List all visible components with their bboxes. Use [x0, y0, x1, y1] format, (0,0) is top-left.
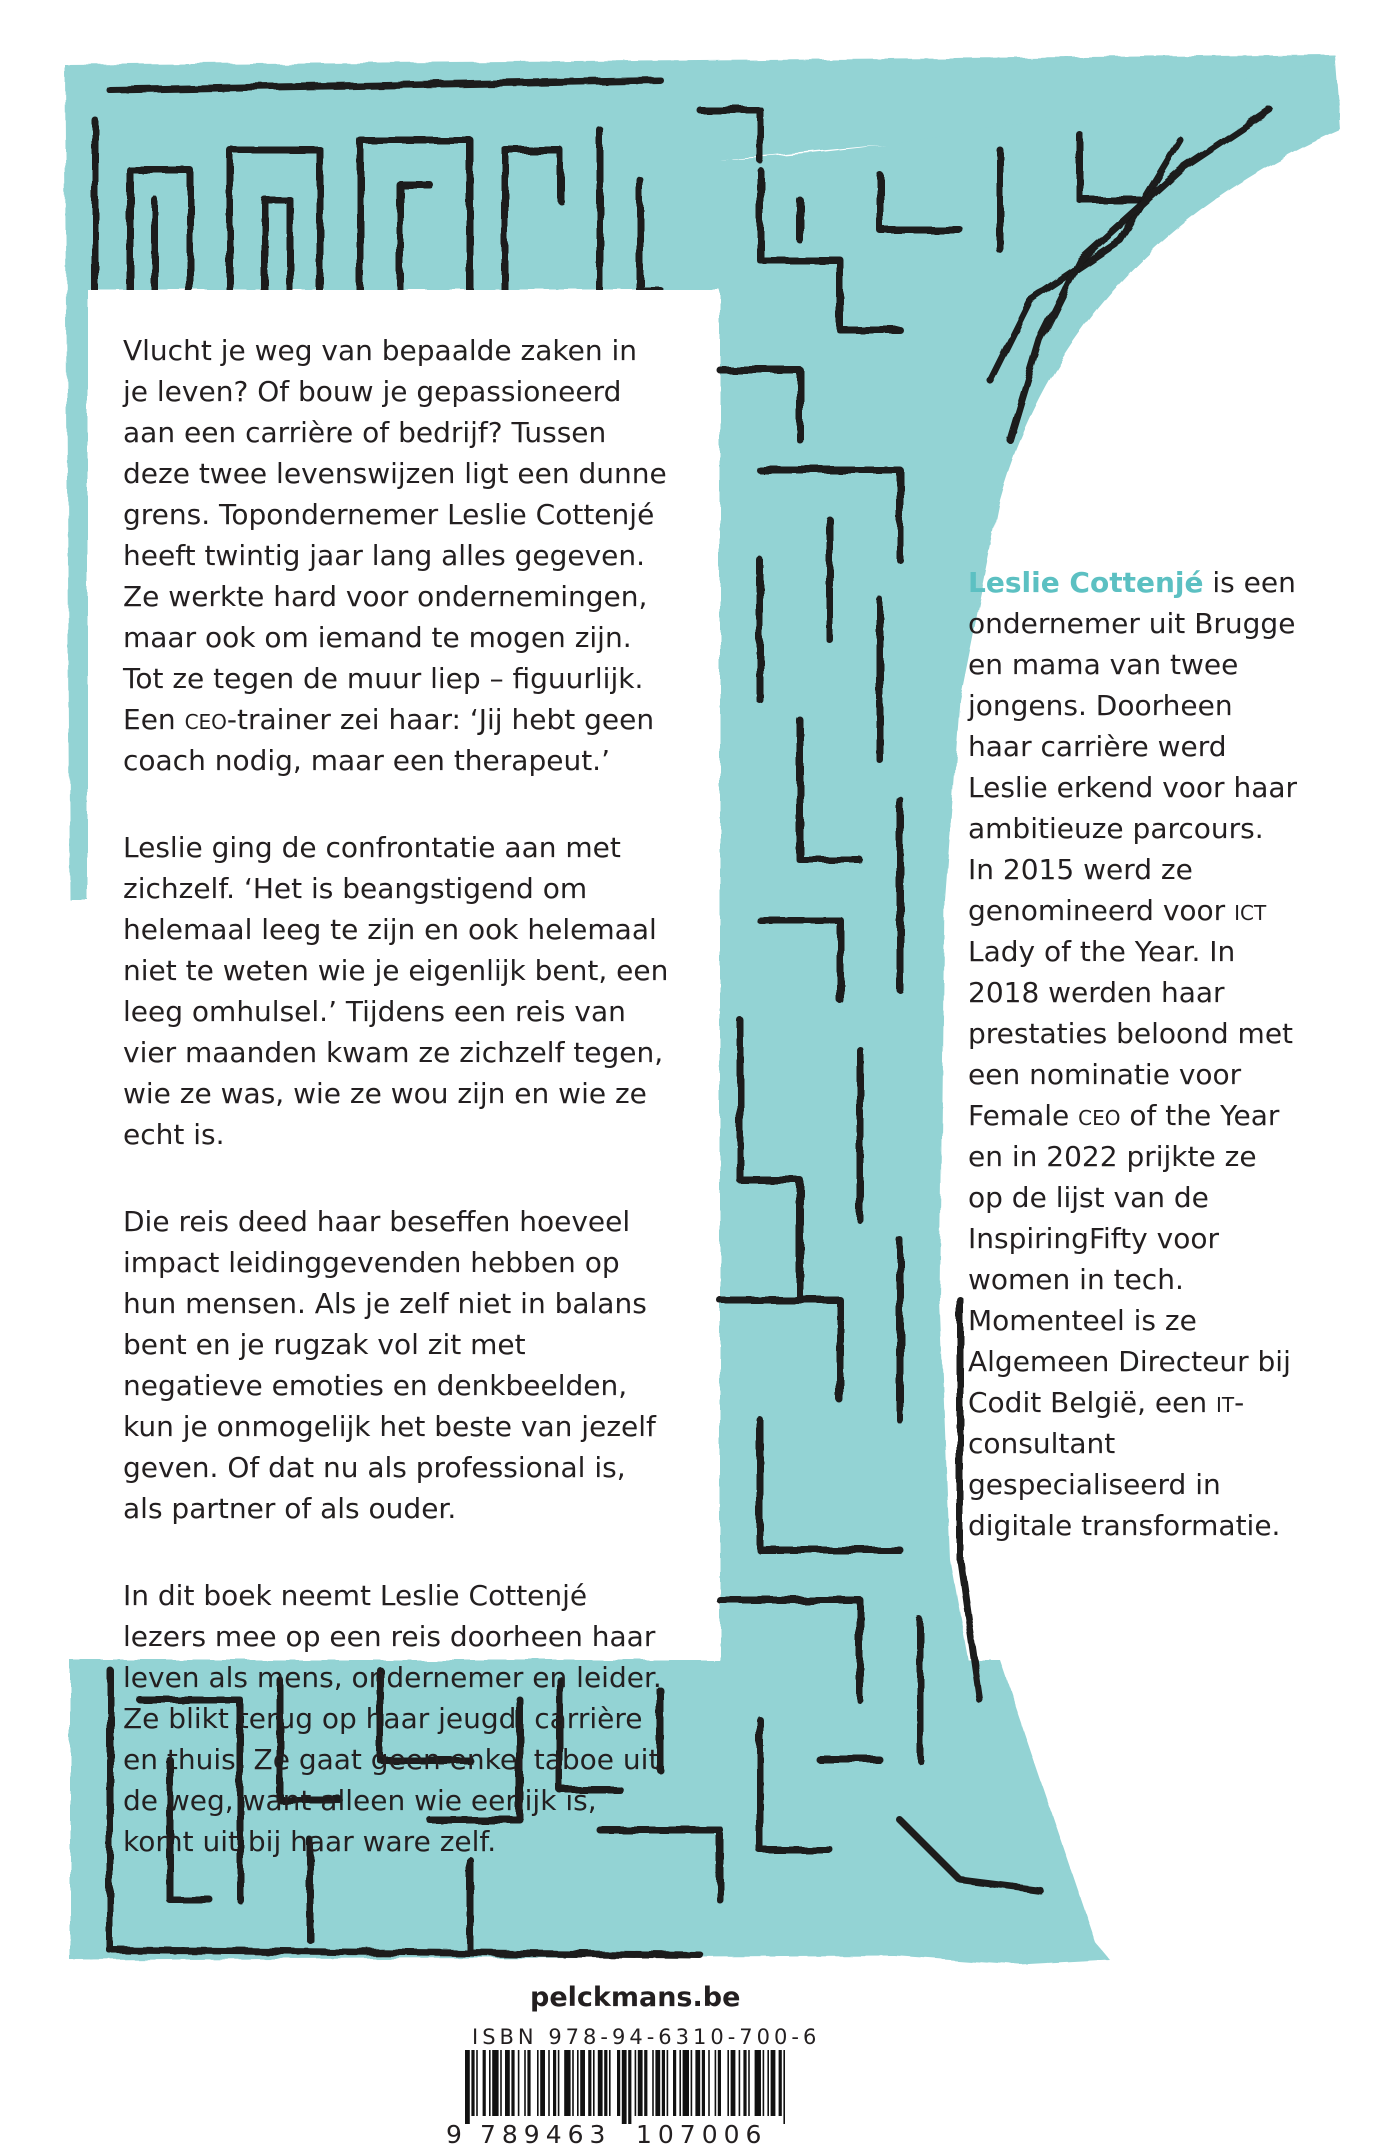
barcode-bar — [755, 2050, 761, 2116]
barcode-bar — [580, 2050, 585, 2116]
barcode-bar — [715, 2050, 717, 2116]
barcode-bar — [783, 2050, 785, 2124]
barcode-bar — [679, 2050, 681, 2116]
barcode-bar — [767, 2050, 769, 2116]
blurb-paragraph-4: In dit boek neemt Leslie Cottenjé lezers mee op een reis doorheen haar leven als mens, ondernemer en leider. Ze blikt terug op haar jeugd, carrière en thuis. Ze gaat geen enkel taboe uit de weg, want alleen wie eerlijk is, komt uit bij haar ware zelf. — [123, 1579, 662, 1858]
barcode-bar — [537, 2050, 539, 2116]
barcode-bar — [708, 2050, 710, 2116]
barcode-bar — [489, 2050, 491, 2116]
barcode-bar — [527, 2050, 530, 2116]
author-bio: Leslie Cottenjé is een ondernemer uit Brugge en mama van twee jongens. Doorheen haar carrière werd Leslie erkend voor haar ambitieuze parcours. In 2015 werd ze genomineerd voor ict Lady of the Year. In 2018 werden haar prestaties beloond met een nominatie voor Female ceo of the Year en in 2022 prijkte ze op de lijst van de InspiringFifty voor women in tech. Momenteel is ze Algemeen Directeur bij Codit België, een it-consultant gespecialiseerd in digitale transformatie. — [968, 566, 1298, 1542]
barcode-bar — [638, 2050, 643, 2116]
barcode-lead-digit: 9 — [446, 2120, 462, 2149]
barcode-bar — [683, 2050, 689, 2116]
barcode-bar — [743, 2050, 746, 2116]
barcode-left-group: 789463 — [480, 2120, 612, 2149]
publisher-url: pelckmans.be — [530, 1982, 741, 2013]
barcode-bar — [604, 2050, 607, 2116]
barcode-bar — [652, 2050, 654, 2116]
barcode — [465, 2050, 787, 2124]
barcode-bar — [548, 2050, 550, 2116]
barcode-bar — [673, 2050, 676, 2116]
barcode-bar — [718, 2050, 721, 2116]
barcode-bar — [558, 2050, 560, 2116]
barcode-bar — [779, 2050, 782, 2116]
barcode-bar — [635, 2050, 637, 2116]
barcode-bar — [505, 2050, 510, 2116]
barcode-bar — [588, 2050, 591, 2116]
barcode-bar — [702, 2050, 705, 2116]
barcode-bar — [763, 2050, 765, 2116]
blurb-panel — [88, 290, 700, 1858]
barcode-bar — [483, 2050, 486, 2116]
barcode-bar — [691, 2050, 693, 2116]
blurb-paragraph-2: Leslie ging de confrontatie aan met zichzelf. ‘Het is beangstigend om helemaal leeg te zijn en ook helemaal niet te weten wie je eigenlijk bent, een leeg omhulsel.’ Tijdens een reis van vier maanden kwam ze zichzelf tegen, wie ze was, wie ze wou zijn en wie ze echt is. — [123, 831, 669, 1151]
barcode-bar — [524, 2050, 526, 2116]
barcode-bar — [593, 2050, 595, 2116]
blurb-paragraph-1: Vlucht je weg van bepaalde zaken in je leven? Of bouw je gepassioneerd aan een carrière of bedrijf? Tussen deze twee levenswijzen ligt een dunne grens. Topondernemer Leslie Cottenjé heeft twintig jaar lang alles gegeven. Ze werkte hard voor ondernemingen, maar ook om iemand te mogen zijn. Tot ze tegen de muur liep – figuurlijk. Een ceo-trainer zei haar: ‘Jij hebt geen coach nodig, maar een therapeut.’ — [123, 334, 667, 777]
isbn-label: ISBN 978-94-6310-700-6 — [472, 2025, 821, 2049]
barcode-bar — [609, 2050, 611, 2116]
barcode-bar — [695, 2050, 700, 2116]
barcode-bar — [540, 2050, 545, 2116]
barcode-bar — [731, 2050, 736, 2116]
barcode-bar — [577, 2050, 579, 2116]
barcode-right-group: 107006 — [636, 2120, 768, 2149]
barcode-bar — [655, 2050, 660, 2116]
author-name: Leslie Cottenjé — [968, 566, 1204, 599]
barcode-bar — [727, 2050, 729, 2116]
barcode-bar — [771, 2050, 776, 2116]
barcode-bar — [564, 2050, 570, 2116]
blurb-paragraph-3: Die reis deed haar beseffen hoeveel impact leidinggevenden hebben op hun mensen. Als je zelf niet in balans bent en je rugzak vol zit met negatieve emoties en denkbeelden, kun je onmogelijk het beste van jezelf geven. Of dat nu als professional is, als partner of als ouder. — [123, 1205, 656, 1525]
barcode-bar — [492, 2050, 498, 2116]
barcode-bar — [500, 2050, 502, 2116]
barcode-bar — [465, 2050, 470, 2124]
barcode-bar — [471, 2050, 474, 2116]
barcode-bar — [617, 2050, 620, 2116]
barcode-bar — [739, 2050, 741, 2116]
barcode-bar — [518, 2050, 520, 2116]
barcode-bar — [622, 2050, 627, 2124]
barcode-bar — [662, 2050, 665, 2116]
barcode-bar — [748, 2050, 750, 2116]
barcode-bar — [667, 2050, 669, 2116]
barcode-bar — [553, 2050, 556, 2116]
barcode-bar — [511, 2050, 514, 2116]
barcode-bar — [628, 2050, 631, 2124]
barcode-bar — [476, 2050, 478, 2116]
barcode-bar — [644, 2050, 647, 2116]
barcode-bar — [598, 2050, 603, 2116]
barcode-bar — [572, 2050, 574, 2116]
